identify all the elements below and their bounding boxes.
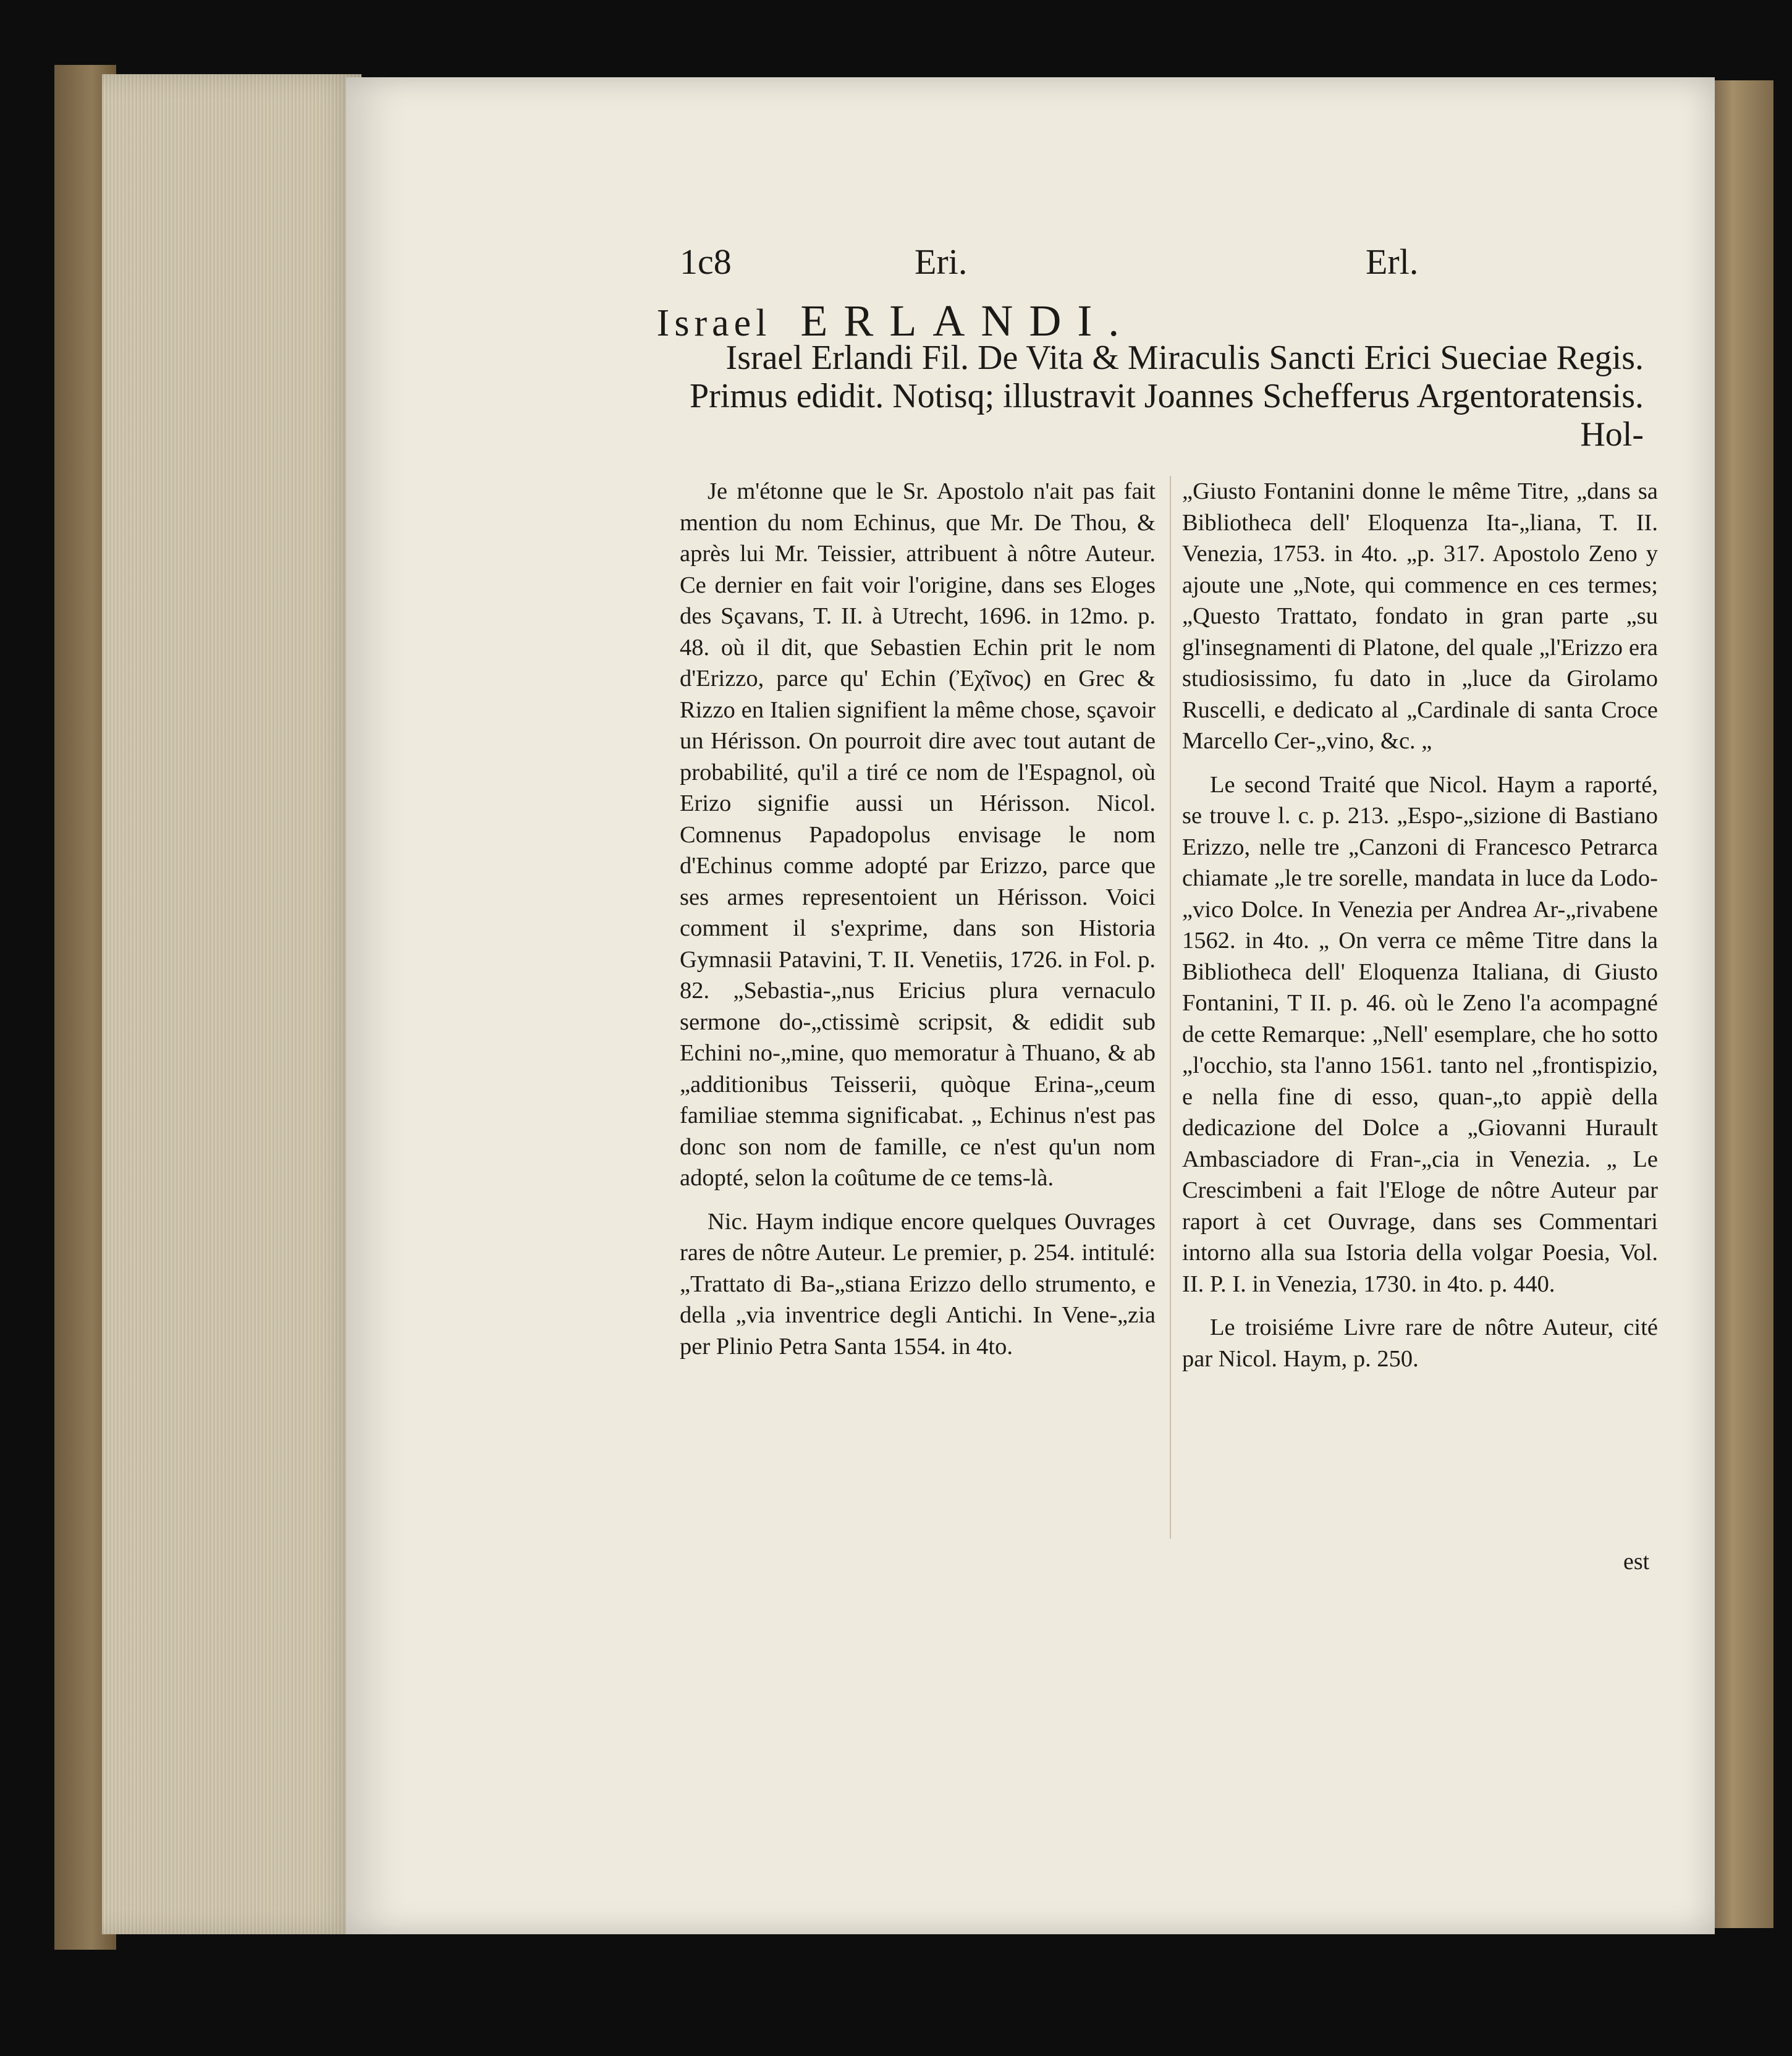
running-head-left: Eri. — [915, 242, 968, 282]
title-forename: Israel — [656, 302, 772, 344]
paragraph: Le troisiéme Livre rare de nôtre Auteur, cité par Nicol. Haym, p. 250. — [1182, 1314, 1658, 1372]
paragraph: Nic. Haym indique encore quelques Ouvrages rares de nôtre Auteur. Le premier, p. 254. intitulé: „Trattato di Ba-„stiana Erizzo dello strumento, e della „via inventrice degli Antichi. In Vene-„zia per Plinio Petra Santa 1554. in 4to. — [680, 1208, 1156, 1360]
paragraph: Le second Traité que Nicol. Haym a raporté, se trouve l. c. p. 213. „Espo-„sizione di Bastiano Erizzo, nelle tre „Canzoni di Francesco Petrarca chiamate „le tre sorelle, mandata in luce da Lodo-„vico Dolce. In Venezia per Andrea Ar-„rivabene 1562. in 4to. „ On verra ce même Titre dans la Bibliotheca dell' Eloquenza Italiana, di Giusto Fontanini, T II. p. 46. où le Zeno l'a acompagné de cette Remarque: „Nell' esemplare, che ho sotto „l'occhio, sta l'anno 1561. tanto nel „frontispizio, e nella fine di esso, quan-„to appiè della dedicazione del Dolce a „Giovanni Hurault Ambasciadore di Fran-„cia in Venezia. „ Le Crescimbeni a fait l'Eloge de nôtre Auteur par raport à cet Ouvrage, dans ses Commentari intorno alla sua Istoria della volgar Poesia, Vol. II. P. I. in Venezia, 1730. in 4to. p. 440. — [1182, 771, 1658, 1297]
page-number: 1c8 — [680, 242, 732, 282]
right-column — [1182, 476, 1658, 1387]
paragraph: „Giusto Fontanini donne le même Titre, „dans sa Bibliotheca dell' Eloquenza Ita-„liana, T. II. Venezia, 1753. in 4to. „p. 317. Apostolo Zeno y ajoute une „Note, qui commence en ces termes; „Questo Trattato, fondato in gran parte „su gl'insegnamenti di Platone, del quale „l'Erizzo era studiosissimo, fu dato in „luce da Girolamo Ruscelli, e dedicato al „Cardinale di santa Croce Marcello Cer-„vino, &c. „ — [1182, 478, 1658, 754]
subtitle-line-3: Hol- — [1580, 415, 1644, 454]
subtitle-line-1: Israel Erlandi Fil. De Vita & Miraculis Sancti Erici Sueciae Regis. — [725, 339, 1644, 377]
title-surname: ERLANDI. — [800, 296, 1136, 345]
page-edges — [102, 74, 361, 1934]
catchword: est — [1623, 1549, 1650, 1575]
running-head-right: Erl. — [1366, 242, 1419, 282]
column-divider — [1170, 476, 1171, 1539]
left-column — [680, 476, 1156, 1374]
subtitle-line-2: Primus edidit. Notisq; illustravit Joannes Schefferus Argentoratensis. — [690, 377, 1644, 415]
book-cover-right — [1705, 80, 1773, 1928]
paragraph: Je m'étonne que le Sr. Apostolo n'ait pas fait mention du nom Echinus, que Mr. De Thou, & après lui Mr. Teissier, attribuent à nôtre Auteur. Ce dernier en fait voir l'origine, dans ses Eloges des Sçavans, T. II. à Utrecht, 1696. in 12mo. p. 48. où il dit, que Sebastien Echin prit le nom d'Erizzo, parce qu' Echin (Ἐχῖνος) en Grec & Rizzo en Italien signifient la même chose, sçavoir un Hérisson. On pourroit dire avec tout autant de probabilité, qu'il a tiré ce nom de l'Espagnol, où Erizo signifie aussi un Hérisson. Nicol. Comnenus Papadopolus envisage le nom d'Echinus comme adopté par Erizzo, parce que ses armes representoient un Hérisson. Voici comment il s'exprime, dans son Historia Gymnasii Patavini, T. II. Venetiis, 1726. in Fol. p. 82. „Sebastia-„nus Ericius plura vernaculo sermone do-„ctissimè scripsit, & edidit sub Echini no-„mine, quo memoratur à Thuano, & ab „additionibus Teisserii, quòque Erina-„ceum familiae stemma significabat. „ Echinus n'est pas donc son nom de famille, ce n'est qu'un nom adopté, selon la coûtume de ce tems-là. — [680, 478, 1156, 1191]
entry-subtitle — [680, 339, 1644, 454]
